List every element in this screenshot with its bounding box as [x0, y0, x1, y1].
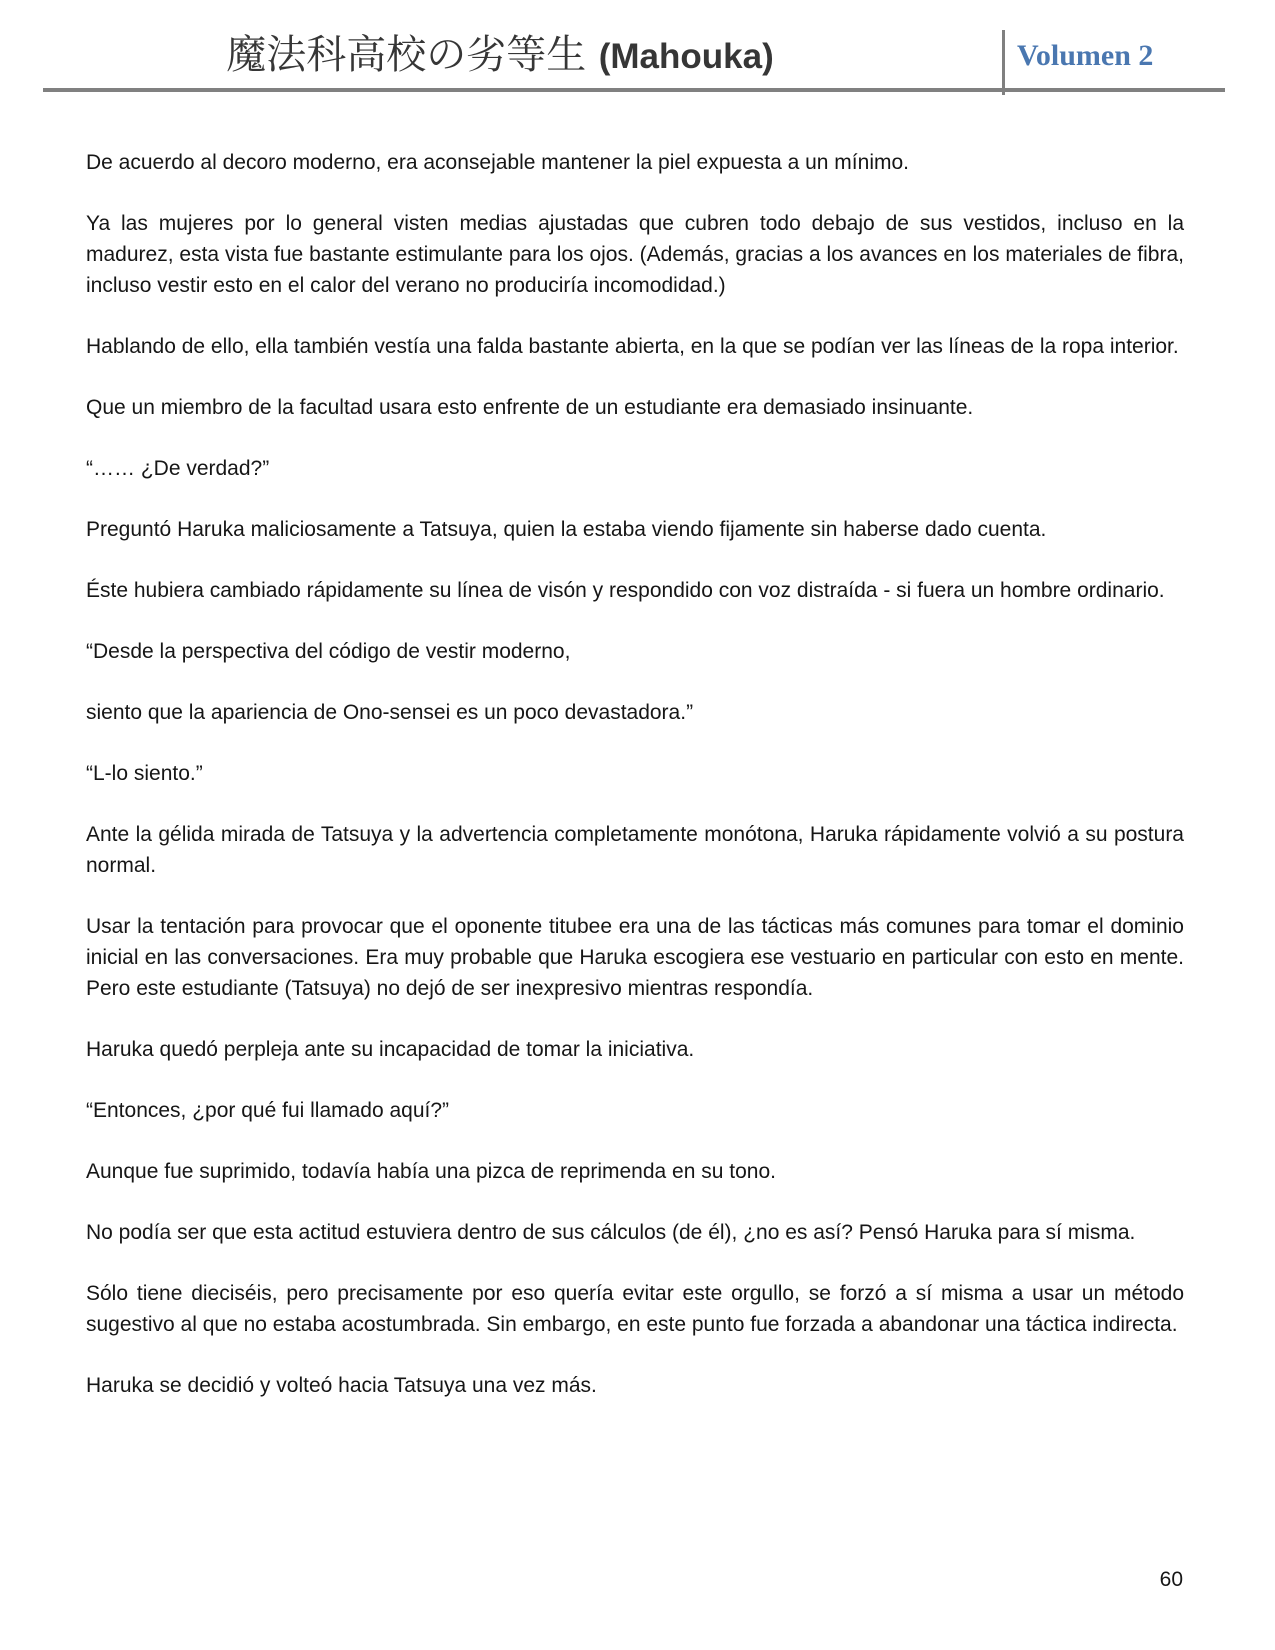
paragraph: No podía ser que esta actitud estuviera dentro de sus cálculos (de él), ¿no es así? Pensó Haruka para sí misma.	[86, 1221, 1136, 1244]
paragraph: Sólo tiene dieciséis, pero precisamente por eso quería evitar este orgullo, se forzó a sí misma a usar un método sugestivo al que no estaba acostumbrada. Sin embargo, en este punto fue forzada a abandonar una táctica indirecta.	[86, 1282, 1184, 1336]
paragraph: De acuerdo al decoro moderno, era aconsejable mantener la piel expuesta a un mínimo.	[86, 151, 909, 174]
paragraph: Haruka se decidió y volteó hacia Tatsuya una vez más.	[86, 1374, 597, 1397]
paragraph: siento que la apariencia de Ono-sensei es un poco devastadora.”	[86, 701, 694, 724]
header-rule	[43, 88, 1225, 92]
title-japanese: 魔法科高校の劣等生	[226, 32, 587, 77]
header-divider	[1002, 30, 1005, 95]
paragraph: “L-lo siento.”	[86, 762, 203, 785]
paragraph: Ante la gélida mirada de Tatsuya y la advertencia completamente monótona, Haruka rápidamente volvió a su postura normal.	[86, 823, 1184, 877]
paragraph: “Entonces, ¿por qué fui llamado aquí?”	[86, 1099, 450, 1122]
paragraph: Usar la tentación para provocar que el oponente titubee era una de las tácticas más comunes para tomar el dominio inicial en las conversaciones. Era muy probable que Haruka escogiera ese vestuario en particular con esto en mente. Pero este estudiante (Tatsuya) no dejó de ser inexpresivo mientras respondía.	[86, 915, 1184, 1000]
paragraph: Preguntó Haruka maliciosamente a Tatsuya, quien la estaba viendo fijamente sin haberse dado cuenta.	[86, 518, 1047, 541]
volume-label: Volumen 2	[1017, 39, 1154, 72]
paragraph: “…… ¿De verdad?”	[86, 457, 270, 480]
paragraph: Aunque fue suprimido, todavía había una pizca de reprimenda en su tono.	[86, 1160, 776, 1183]
paragraph: Haruka quedó perpleja ante su incapacidad de tomar la iniciativa.	[86, 1038, 695, 1061]
page-title	[0, 34, 1000, 85]
paragraph: Que un miembro de la facultad usara esto enfrente de un estudiante era demasiado insinuante.	[86, 396, 974, 419]
paragraph: “Desde la perspectiva del código de vestir moderno,	[86, 640, 571, 663]
page-body	[86, 147, 1184, 1431]
paragraph: Hablando de ello, ella también vestía una falda bastante abierta, en la que se podían ver las líneas de la ropa interior.	[86, 335, 1179, 358]
paragraph: Ya las mujeres por lo general visten medias ajustadas que cubren todo debajo de sus vestidos, incluso en la madurez, esta vista fue bastante estimulante para los ojos. (Además, gracias a los avances en los materiales de fibra, incluso vestir esto en el calor del verano no produciría incomodidad.)	[86, 212, 1184, 297]
paragraph: Éste hubiera cambiado rápidamente su línea de visón y respondido con voz distraída - si fuera un hombre ordinario.	[86, 579, 1165, 602]
title-romaji: (Mahouka)	[598, 37, 774, 76]
page-number: 60	[1159, 1568, 1183, 1591]
